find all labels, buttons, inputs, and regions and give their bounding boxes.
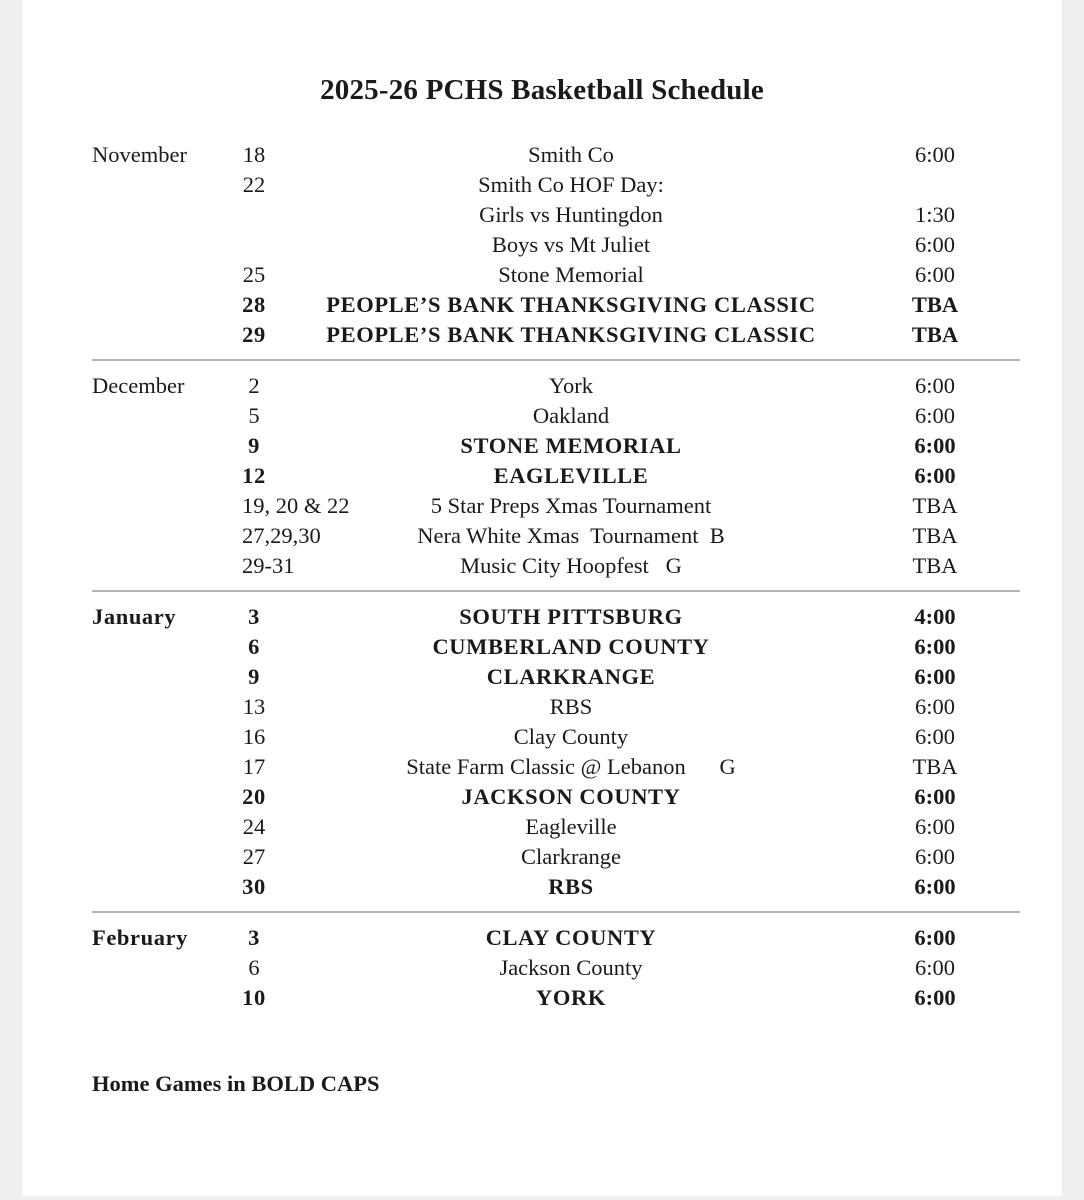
- game-time: 1:30: [914, 202, 956, 227]
- game-row: [0, 551, 1084, 581]
- game-date: 9: [248, 664, 260, 689]
- game-time: 4:00: [914, 604, 956, 629]
- game-opponent: Jackson County: [499, 955, 643, 980]
- game-date: 6: [248, 634, 260, 659]
- game-date: 18: [242, 142, 266, 167]
- game-time: 6:00: [914, 844, 956, 869]
- home-game-row: [0, 872, 1084, 902]
- game-opponent: Smith Co HOF Day:: [478, 172, 664, 197]
- home-game-row: [0, 983, 1084, 1013]
- game-time: TBA: [911, 322, 959, 347]
- game-opponent: Nera White Xmas Tournament B: [417, 523, 725, 548]
- month-section-february: [0, 923, 1084, 1013]
- game-opponent: CLAY COUNTY: [485, 925, 657, 950]
- game-time: TBA: [912, 754, 958, 779]
- game-opponent: Smith Co: [528, 142, 614, 167]
- game-opponent: Eagleville: [525, 814, 617, 839]
- game-time: 6:00: [914, 955, 956, 980]
- game-time: 6:00: [914, 634, 956, 659]
- game-opponent: Stone Memorial: [498, 262, 644, 287]
- month-label: November: [92, 142, 187, 167]
- home-game-row: [0, 461, 1084, 491]
- game-time: 6:00: [914, 262, 956, 287]
- game-time: TBA: [912, 523, 958, 548]
- game-opponent: 5 Star Preps Xmas Tournament: [430, 493, 712, 518]
- home-game-row: [0, 662, 1084, 692]
- game-opponent: PEOPLE’S BANK THANKSGIVING CLASSIC: [326, 322, 816, 347]
- game-time: 6:00: [914, 403, 956, 428]
- home-game-row: [0, 923, 1084, 953]
- month-label: December: [92, 373, 185, 398]
- game-time: 6:00: [914, 142, 956, 167]
- game-date: 6: [248, 955, 260, 980]
- game-date: 17: [242, 754, 266, 779]
- game-opponent: RBS: [549, 694, 593, 719]
- game-row: [0, 812, 1084, 842]
- game-row: [0, 692, 1084, 722]
- game-time: 6:00: [914, 814, 956, 839]
- game-opponent: CLARKRANGE: [486, 664, 656, 689]
- schedule-title: 2025-26 PCHS Basketball Schedule: [320, 74, 764, 106]
- game-date: 2: [248, 373, 260, 398]
- game-date: 28: [242, 292, 266, 317]
- game-date: 22: [242, 172, 266, 197]
- game-row: [0, 401, 1084, 431]
- game-date: 10: [242, 985, 266, 1010]
- game-time: 6:00: [914, 874, 956, 899]
- section-divider: [92, 590, 1020, 592]
- game-opponent: EAGLEVILLE: [493, 463, 649, 488]
- game-date: 27,29,30: [242, 523, 321, 548]
- game-row: [0, 230, 1084, 260]
- month-label: January: [92, 604, 177, 629]
- game-time: TBA: [911, 292, 959, 317]
- game-opponent: PEOPLE’S BANK THANKSGIVING CLASSIC: [326, 292, 816, 317]
- game-time: 6:00: [914, 694, 956, 719]
- home-game-row: [0, 320, 1084, 350]
- game-time: TBA: [912, 553, 958, 578]
- schedule-sections: [0, 140, 1084, 1013]
- home-game-row: [0, 782, 1084, 812]
- game-row: [0, 140, 1084, 170]
- game-time: 6:00: [914, 784, 956, 809]
- game-time: 6:00: [914, 724, 956, 749]
- game-date: 24: [242, 814, 266, 839]
- game-date: 3: [248, 604, 260, 629]
- game-opponent: York: [549, 373, 593, 398]
- game-date: 25: [242, 262, 266, 287]
- game-date: 5: [248, 403, 260, 428]
- game-opponent: Oakland: [532, 403, 610, 428]
- game-opponent: State Farm Classic @ Lebanon G: [406, 754, 736, 779]
- game-date: 27: [242, 844, 266, 869]
- game-row: [0, 200, 1084, 230]
- game-row: [0, 491, 1084, 521]
- game-row: [0, 371, 1084, 401]
- home-game-row: [0, 431, 1084, 461]
- game-opponent: SOUTH PITTSBURG: [459, 604, 683, 629]
- home-game-row: [0, 602, 1084, 632]
- month-section-december: [0, 371, 1084, 581]
- game-time: 6:00: [914, 985, 956, 1010]
- game-date: 29-31: [242, 553, 295, 578]
- game-time: 6:00: [914, 373, 956, 398]
- game-opponent: JACKSON COUNTY: [461, 784, 681, 809]
- game-opponent: RBS: [548, 874, 594, 899]
- game-opponent: Girls vs Huntingdon: [479, 202, 663, 227]
- game-time: TBA: [912, 493, 958, 518]
- game-opponent: STONE MEMORIAL: [460, 433, 682, 458]
- section-divider: [92, 359, 1020, 361]
- month-section-january: [0, 602, 1084, 902]
- game-date: 19, 20 & 22: [242, 493, 350, 518]
- game-date: 30: [242, 874, 266, 899]
- game-row: [0, 953, 1084, 983]
- game-date: 12: [242, 463, 266, 488]
- game-time: 6:00: [914, 664, 956, 689]
- game-row: [0, 722, 1084, 752]
- game-date: 3: [248, 925, 260, 950]
- month-label: February: [92, 925, 189, 950]
- game-time: 6:00: [914, 433, 956, 458]
- game-time: 6:00: [914, 232, 956, 257]
- game-row: [0, 170, 1084, 200]
- game-row: [0, 842, 1084, 872]
- game-date: 29: [242, 322, 266, 347]
- game-opponent: Music City Hoopfest G: [460, 553, 682, 578]
- game-date: 9: [248, 433, 260, 458]
- game-opponent: Clay County: [513, 724, 629, 749]
- game-date: 16: [242, 724, 266, 749]
- game-time: 6:00: [914, 463, 956, 488]
- game-row: [0, 752, 1084, 782]
- section-divider: [92, 911, 1020, 913]
- game-opponent: CUMBERLAND COUNTY: [432, 634, 710, 659]
- game-row: [0, 521, 1084, 551]
- game-date: 13: [242, 694, 266, 719]
- game-row: [0, 260, 1084, 290]
- game-opponent: Clarkrange: [521, 844, 621, 869]
- game-time: 6:00: [914, 925, 956, 950]
- home-games-note: Home Games in BOLD CAPS: [92, 1071, 380, 1096]
- game-opponent: YORK: [536, 985, 606, 1010]
- home-game-row: [0, 290, 1084, 320]
- game-date: 20: [242, 784, 266, 809]
- month-section-november: [0, 140, 1084, 350]
- home-game-row: [0, 632, 1084, 662]
- game-opponent: Boys vs Mt Juliet: [491, 232, 651, 257]
